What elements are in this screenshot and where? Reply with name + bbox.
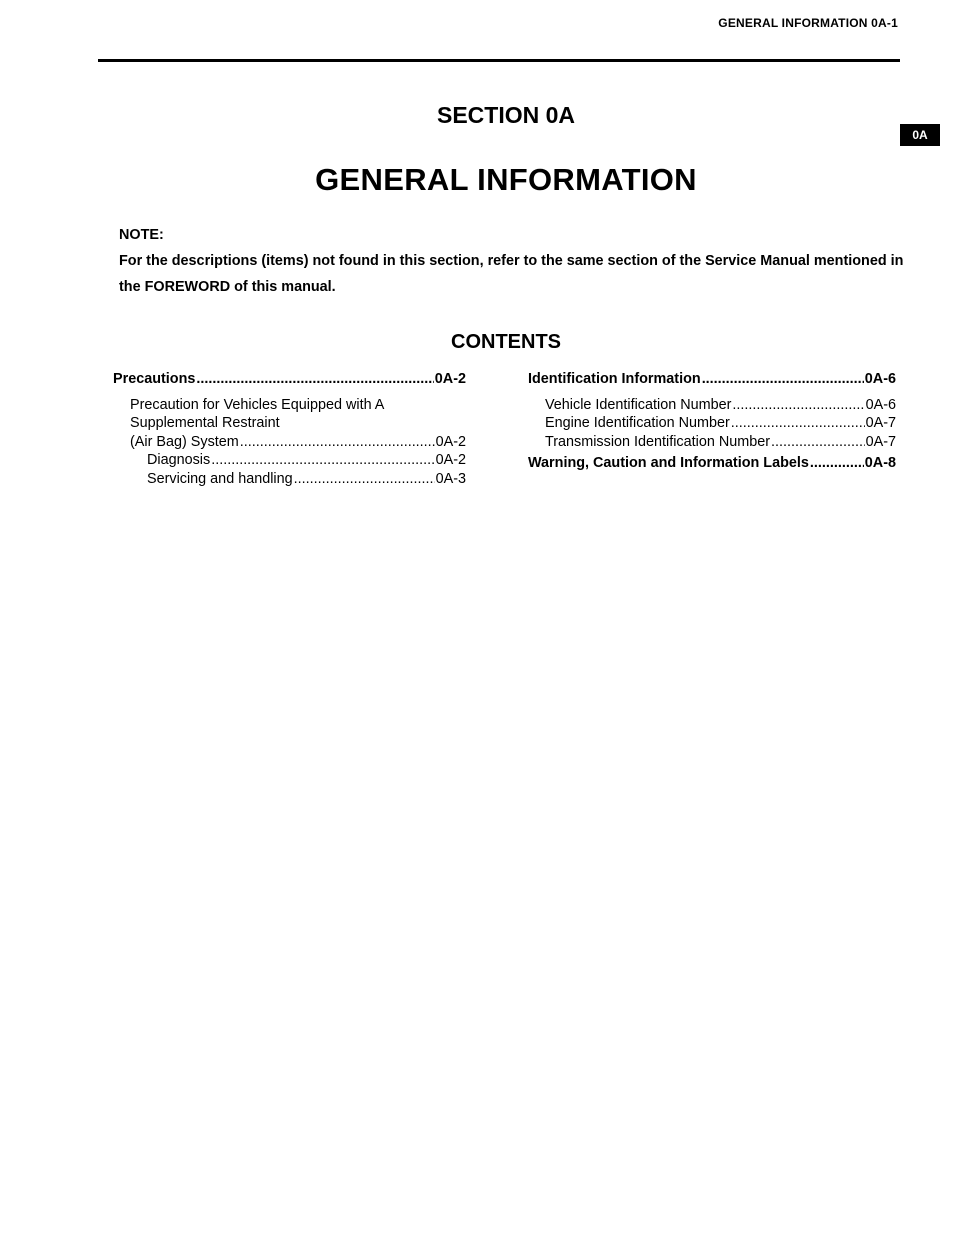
toc-entry-air-bag-system[interactable] xyxy=(113,433,466,452)
toc-entry-engine-id[interactable] xyxy=(528,414,896,433)
toc-leader xyxy=(196,370,433,389)
note-label: NOTE: xyxy=(119,227,164,243)
toc-page: 0A-3 xyxy=(435,470,466,487)
toc-page: 0A-2 xyxy=(435,433,466,450)
toc-right-column xyxy=(528,370,896,473)
toc-title: Engine Identification Number xyxy=(545,415,730,431)
toc-entry-diagnosis[interactable] xyxy=(113,451,466,470)
toc-title: (Air Bag) System xyxy=(130,433,239,450)
toc-entry-precautions[interactable] xyxy=(113,370,466,389)
toc-page: 0A-6 xyxy=(865,396,896,413)
toc-left-column xyxy=(113,370,466,488)
toc-leader xyxy=(294,470,435,489)
toc-title: Diagnosis xyxy=(147,452,211,468)
toc-title: Warning, Caution and Information Labels xyxy=(528,455,809,471)
section-tab: 0A xyxy=(900,124,940,146)
toc-leader xyxy=(810,454,864,473)
toc-entry-servicing[interactable] xyxy=(113,470,466,489)
toc-leader xyxy=(240,433,435,452)
toc-title: Precautions xyxy=(113,371,196,387)
toc-leader xyxy=(211,451,434,470)
toc-page: 0A-2 xyxy=(434,371,466,387)
running-header: GENERAL INFORMATION 0A-1 xyxy=(718,16,898,30)
toc-leader xyxy=(732,396,864,415)
toc-page: 0A-2 xyxy=(435,452,466,468)
contents-title: CONTENTS xyxy=(451,331,561,353)
toc-entry-vin[interactable] xyxy=(528,396,896,415)
toc-line-supplemental-restraint[interactable]: Supplemental Restraint xyxy=(130,415,280,431)
note-block xyxy=(119,222,909,300)
toc-leader xyxy=(731,414,865,433)
toc-leader xyxy=(702,370,864,389)
toc-page: 0A-6 xyxy=(864,371,896,387)
toc-leader xyxy=(771,433,865,452)
section-title: SECTION 0A xyxy=(436,102,576,128)
toc-title: Transmission Identification Number xyxy=(545,433,771,450)
note-text: For the descriptions (items) not found in this section, refer to the same section of the Service Manual mentioned in the FOREWORD of this manual. xyxy=(119,253,904,295)
header-rule xyxy=(98,59,900,62)
toc-title: Vehicle Identification Number xyxy=(545,396,732,413)
toc-page: 0A-7 xyxy=(865,415,896,431)
toc-entry-labels[interactable] xyxy=(528,454,896,473)
toc-title: Servicing and handling xyxy=(147,470,293,487)
toc-entry-transmission-id[interactable] xyxy=(528,433,896,452)
toc-title: Identification Information xyxy=(528,371,701,387)
toc-page: 0A-7 xyxy=(865,433,896,450)
toc-entry-identification[interactable] xyxy=(528,370,896,389)
toc-page: 0A-8 xyxy=(864,455,896,471)
page-title: GENERAL INFORMATION xyxy=(315,162,697,197)
toc-line-precaution-vehicles[interactable]: Precaution for Vehicles Equipped with A xyxy=(130,396,385,413)
